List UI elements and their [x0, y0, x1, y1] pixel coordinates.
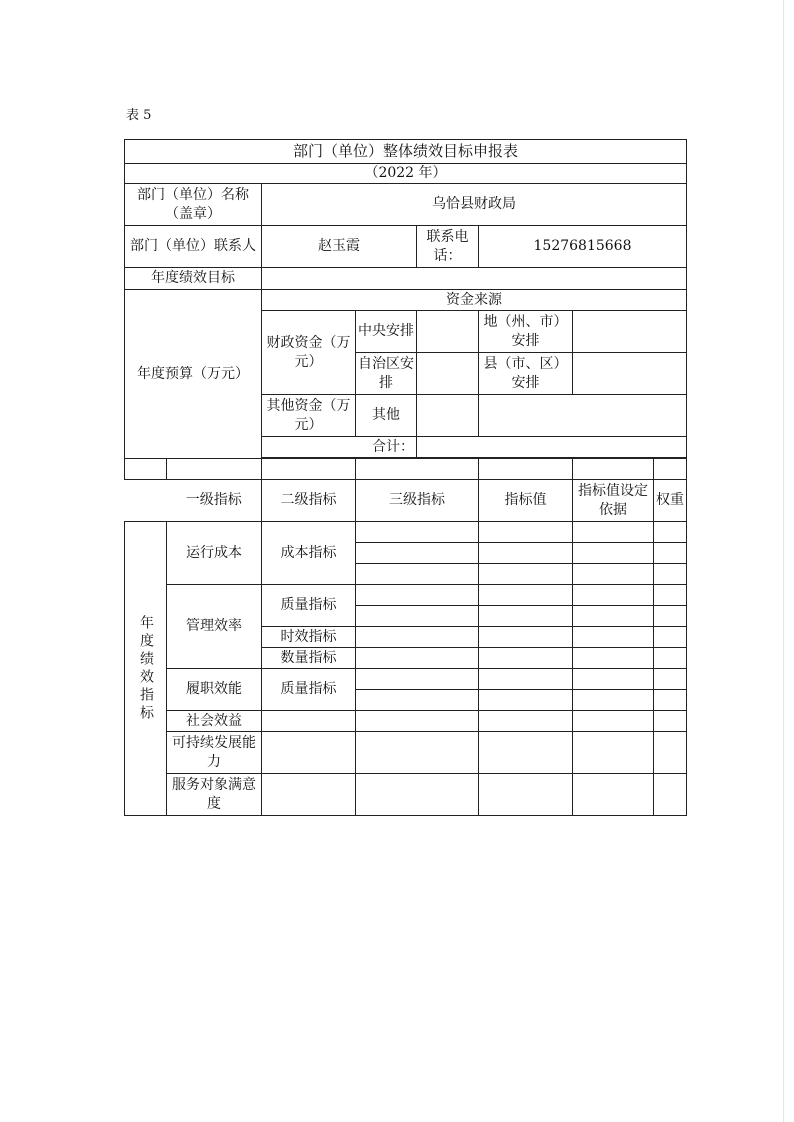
contact-label: 部门（单位）联系人	[125, 226, 262, 268]
gap-cell	[573, 459, 654, 480]
prefecture-label: 地（州、市）安排	[479, 311, 573, 353]
quality-indicator-2: 质量指标	[262, 669, 356, 711]
indicator-cell	[654, 627, 687, 648]
indicator-cell	[356, 522, 479, 543]
indicator-cell	[479, 732, 573, 774]
region-value	[417, 353, 479, 395]
indicator-cell	[356, 585, 479, 606]
fiscal-funds-label: 财政资金（万元）	[262, 311, 356, 395]
county-label: 县（市、区）安排	[479, 353, 573, 395]
prefecture-value	[573, 311, 687, 353]
indicator-cell	[356, 711, 479, 732]
indicator-cell	[479, 522, 573, 543]
indicator-cell	[654, 690, 687, 711]
gap-cell	[479, 459, 573, 480]
annual-goal-label: 年度绩效目标	[125, 268, 262, 290]
indicator-cell	[356, 648, 479, 669]
scan-edge	[783, 0, 784, 1122]
indicator-cell	[479, 711, 573, 732]
indicator-cell	[654, 522, 687, 543]
indicator-cell	[573, 711, 654, 732]
dept-label: 部门（单位）名称（盖章）	[125, 184, 262, 226]
quality-indicator: 质量指标	[262, 585, 356, 627]
form-year: （2022 年）	[125, 164, 687, 184]
indicator-cell	[654, 774, 687, 816]
central-label: 中央安排	[356, 311, 417, 353]
group-management-efficiency: 管理效率	[167, 585, 262, 669]
cost-indicator: 成本指标	[262, 522, 356, 585]
other-label: 其他	[356, 395, 417, 437]
indicator-cell	[479, 627, 573, 648]
indicator-cell	[356, 690, 479, 711]
header-level2: 二级指标	[262, 480, 356, 522]
fund-source-label: 资金来源	[262, 290, 687, 311]
central-value	[417, 311, 479, 353]
indicator-cell	[573, 522, 654, 543]
performance-target-form	[124, 139, 687, 816]
indicator-cell	[356, 669, 479, 690]
gap-cell	[654, 459, 687, 480]
group-sustainable: 可持续发展能力	[167, 732, 262, 774]
indicator-cell	[479, 690, 573, 711]
indicator-cell	[573, 690, 654, 711]
region-label: 自治区安排	[356, 353, 417, 395]
indicator-cell	[479, 543, 573, 564]
indicator-cell	[479, 669, 573, 690]
other-empty	[479, 395, 687, 437]
group-operating-cost: 运行成本	[167, 522, 262, 585]
quantity-indicator: 数量指标	[262, 648, 356, 669]
section-label: 年度绩效指标	[125, 522, 167, 816]
timeliness-indicator: 时效指标	[262, 627, 356, 648]
county-value	[573, 353, 687, 395]
header-value: 指标值	[479, 480, 573, 522]
group-social-benefit: 社会效益	[167, 711, 262, 732]
phone-label: 联系电话：	[417, 226, 479, 268]
total-label: 合计：	[262, 437, 417, 458]
indicator-cell	[262, 732, 356, 774]
indicator-cell	[356, 774, 479, 816]
header-level3: 三级指标	[356, 480, 479, 522]
annual-goal-value	[262, 268, 687, 290]
dept-value: 乌恰县财政局	[262, 184, 687, 226]
indicator-cell	[573, 543, 654, 564]
indicator-cell	[654, 564, 687, 585]
indicator-cell	[654, 669, 687, 690]
indicator-cell	[573, 564, 654, 585]
header-basis: 指标值设定依据	[573, 480, 654, 522]
indicator-cell	[356, 543, 479, 564]
group-duty-performance: 履职效能	[167, 669, 262, 711]
page-label: 表 5	[126, 108, 152, 123]
other-funds-label: 其他资金（万元）	[262, 395, 356, 437]
form-title: 部门（单位）整体绩效目标申报表	[125, 140, 687, 164]
header-blank	[125, 480, 167, 522]
indicator-cell	[654, 585, 687, 606]
group-satisfaction: 服务对象满意度	[167, 774, 262, 816]
indicator-cell	[356, 732, 479, 774]
indicator-cell	[573, 648, 654, 669]
indicator-cell	[479, 648, 573, 669]
indicator-cell	[479, 606, 573, 627]
indicator-cell	[654, 711, 687, 732]
gap-cell	[262, 459, 356, 480]
indicator-cell	[479, 564, 573, 585]
indicator-cell	[654, 606, 687, 627]
indicator-cell	[262, 774, 356, 816]
header-weight: 权重	[654, 480, 687, 522]
other-value	[417, 395, 479, 437]
phone-value: 15276815668	[479, 226, 687, 268]
contact-value: 赵玉霞	[262, 226, 417, 268]
header-level1: 一级指标	[167, 480, 262, 522]
indicator-cell	[573, 669, 654, 690]
gap-cell	[356, 459, 479, 480]
gap-cell	[167, 459, 262, 480]
indicator-cell	[573, 732, 654, 774]
indicator-cell	[356, 627, 479, 648]
indicator-cell	[654, 543, 687, 564]
budget-label: 年度预算（万元）	[125, 290, 262, 459]
indicator-cell	[654, 648, 687, 669]
indicator-cell	[479, 585, 573, 606]
indicator-cell	[573, 585, 654, 606]
indicator-cell	[573, 774, 654, 816]
indicator-cell	[356, 564, 479, 585]
indicator-cell	[573, 627, 654, 648]
indicator-cell	[262, 711, 356, 732]
indicator-cell	[479, 774, 573, 816]
total-value	[417, 437, 687, 458]
gap-cell	[125, 459, 167, 480]
indicator-cell	[356, 606, 479, 627]
indicator-cell	[573, 606, 654, 627]
indicator-cell	[654, 732, 687, 774]
